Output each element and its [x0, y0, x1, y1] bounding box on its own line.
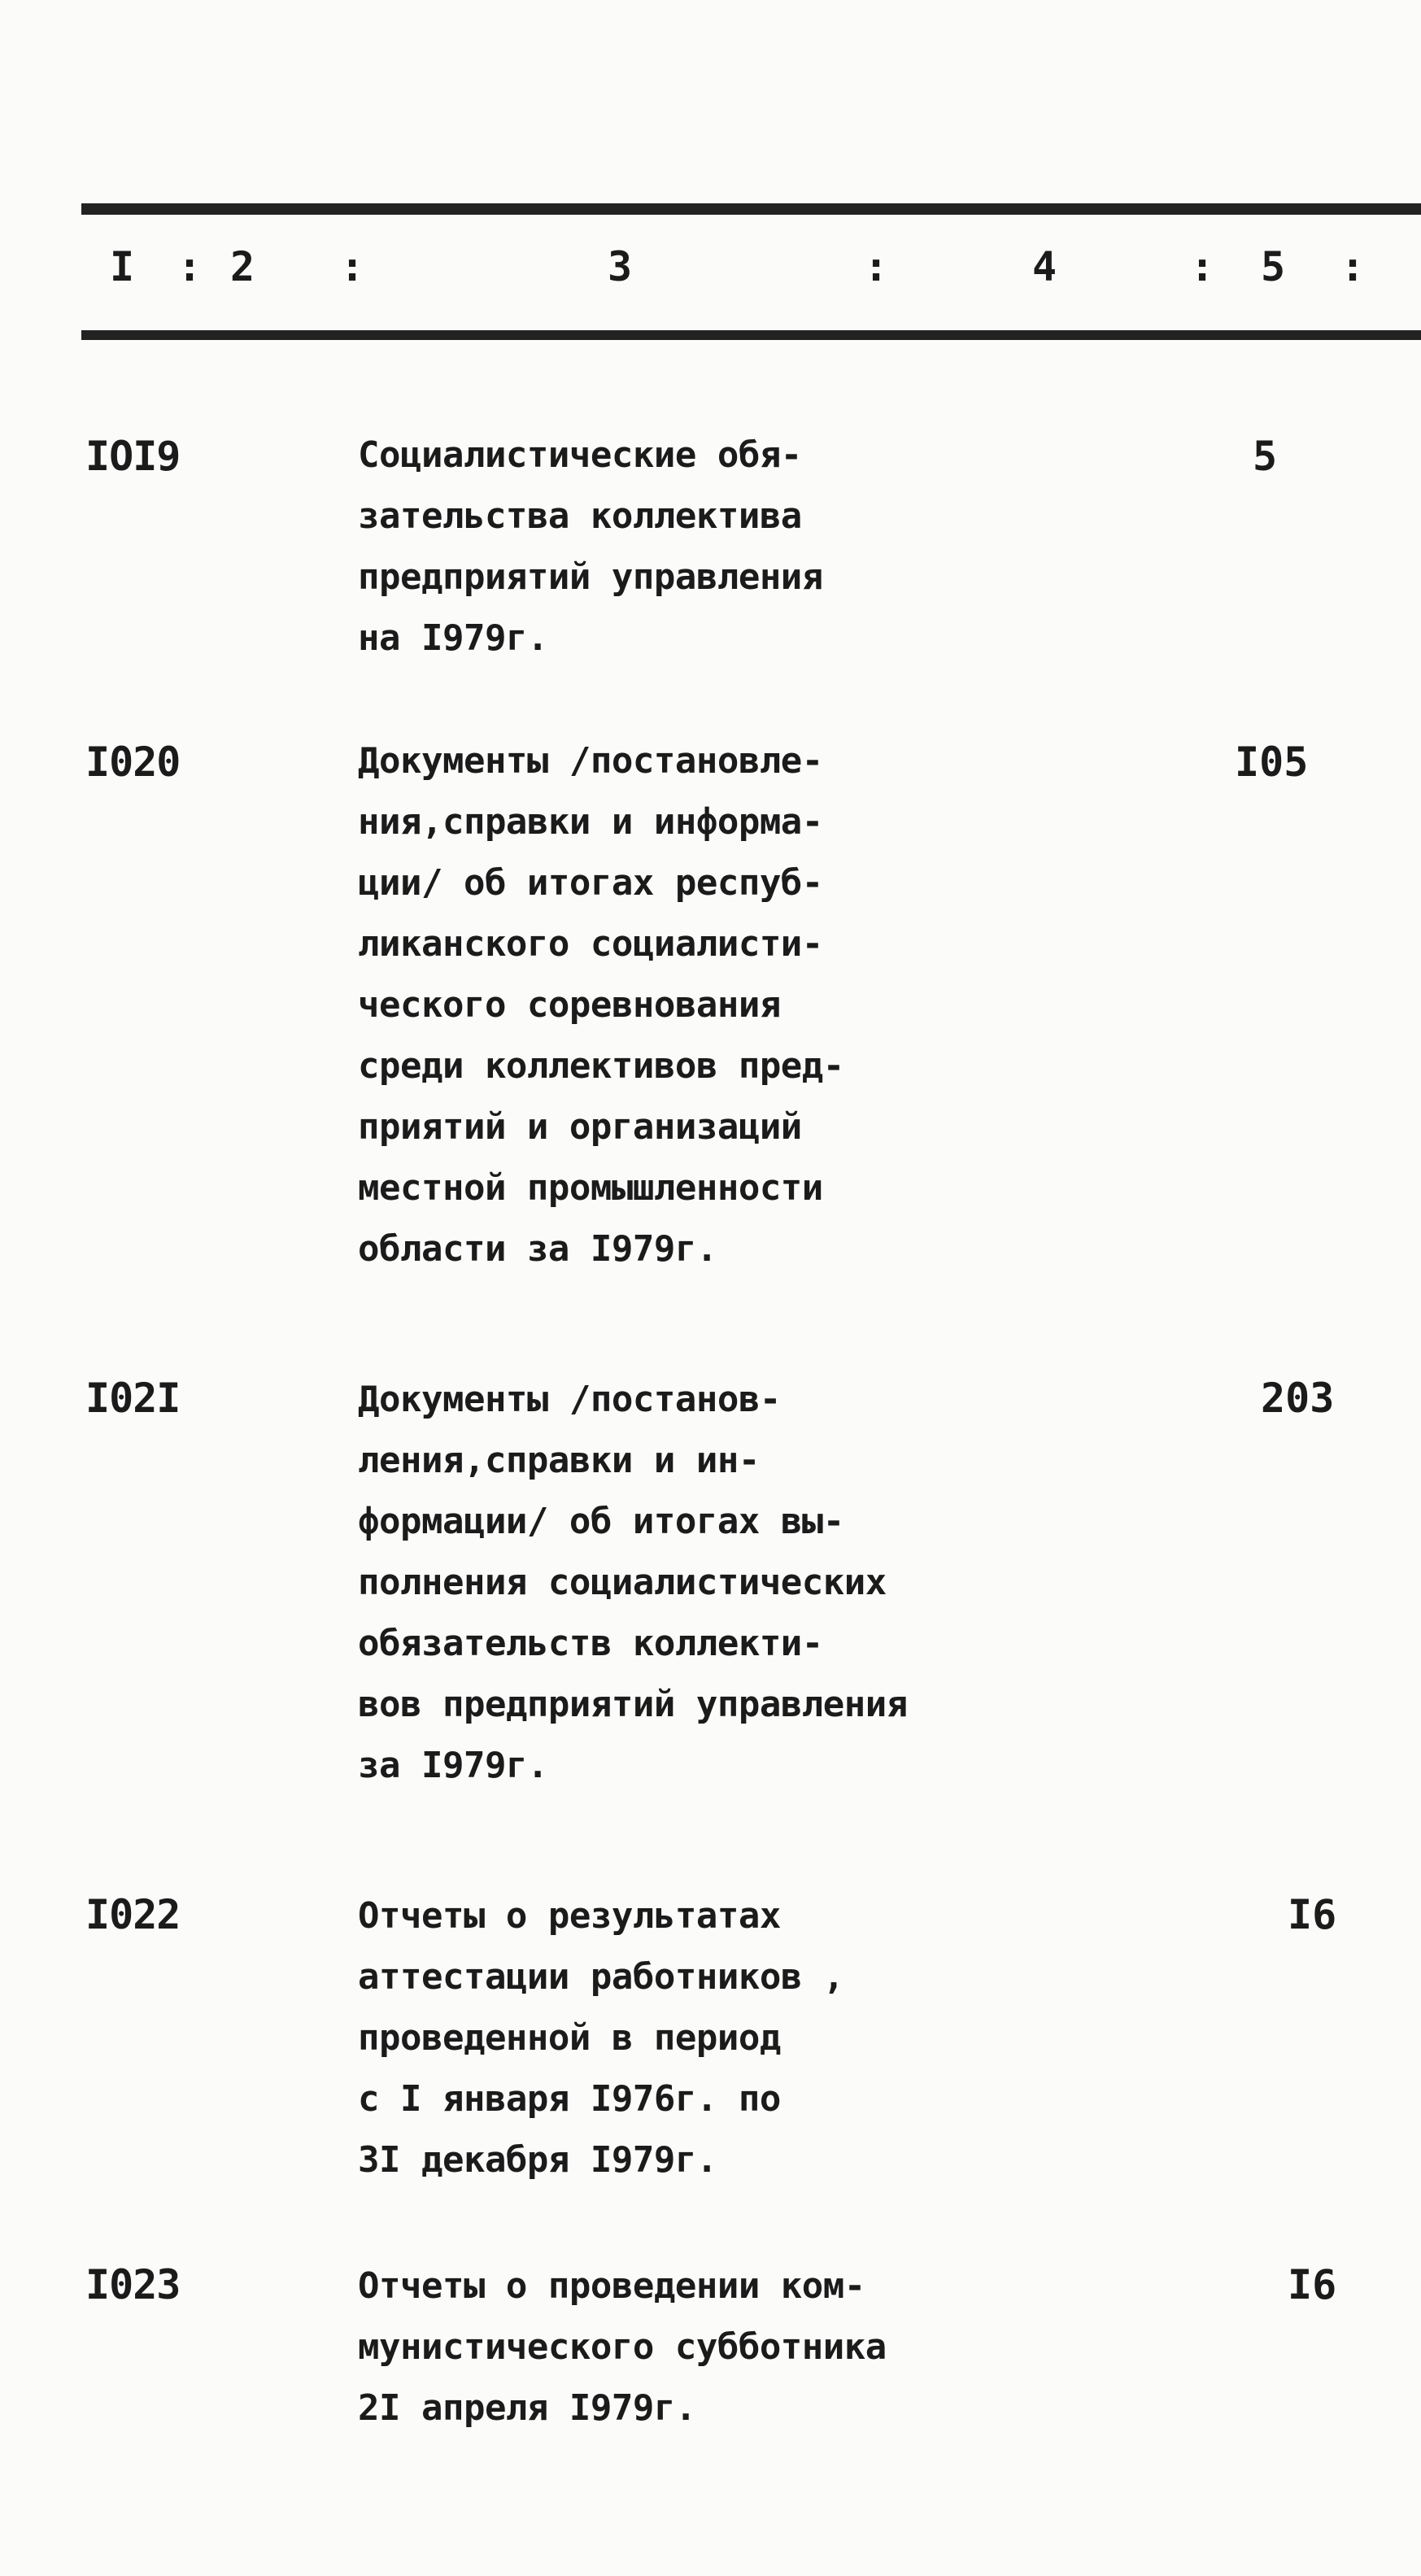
header-separator: :: [340, 243, 365, 290]
file-title: Отчеты о проведении ком- мунистического субботника 2I апреля I979г.: [358, 2265, 887, 2429]
file-title: Документы /постановле- ния,справки и информа- ции/ об итогах респуб- ликанского социалисти- ческого соревнования среди коллективов пред- приятий и организаций местной промышленности области за I979г.: [358, 740, 844, 1270]
file-title: Документы /постанов- ления,справки и ин- формации/ об итогах вы- полнения социалистических обязательств коллекти- вов предприятий управления за I979г.: [358, 1379, 908, 1786]
sheet-count: I6: [1288, 1891, 1337, 1938]
file-number: I02I: [85, 1375, 181, 1422]
header-col-5: 5: [1261, 243, 1286, 290]
header-col-4: 4: [1032, 243, 1057, 290]
header-separator: :: [864, 243, 889, 290]
sheet-count: 203: [1261, 1375, 1335, 1422]
table-header-rule: [81, 330, 1421, 340]
file-number: I023: [85, 2261, 181, 2308]
file-number: I020: [85, 739, 181, 786]
file-number: IOI9: [85, 433, 181, 480]
file-title: Отчеты о результатах аттестации работников , проведенной в период с I января I976г. по 3I декабря I979г.: [358, 1895, 844, 2181]
table-top-rule: [81, 203, 1421, 215]
sheet-count: 5: [1253, 433, 1278, 480]
file-title: Социалистические обя- зательства коллектива предприятий управления на I979г.: [358, 434, 823, 659]
sheet-count: I05: [1235, 739, 1309, 786]
header-col-1: I: [110, 243, 135, 290]
header-col-2: 2: [230, 243, 255, 290]
header-separator: :: [1190, 243, 1215, 290]
sheet-count: I6: [1288, 2261, 1337, 2308]
file-number: I022: [85, 1891, 181, 1938]
header-col-3: 3: [608, 243, 633, 290]
header-separator: :: [1340, 243, 1366, 290]
header-separator: :: [177, 243, 203, 290]
